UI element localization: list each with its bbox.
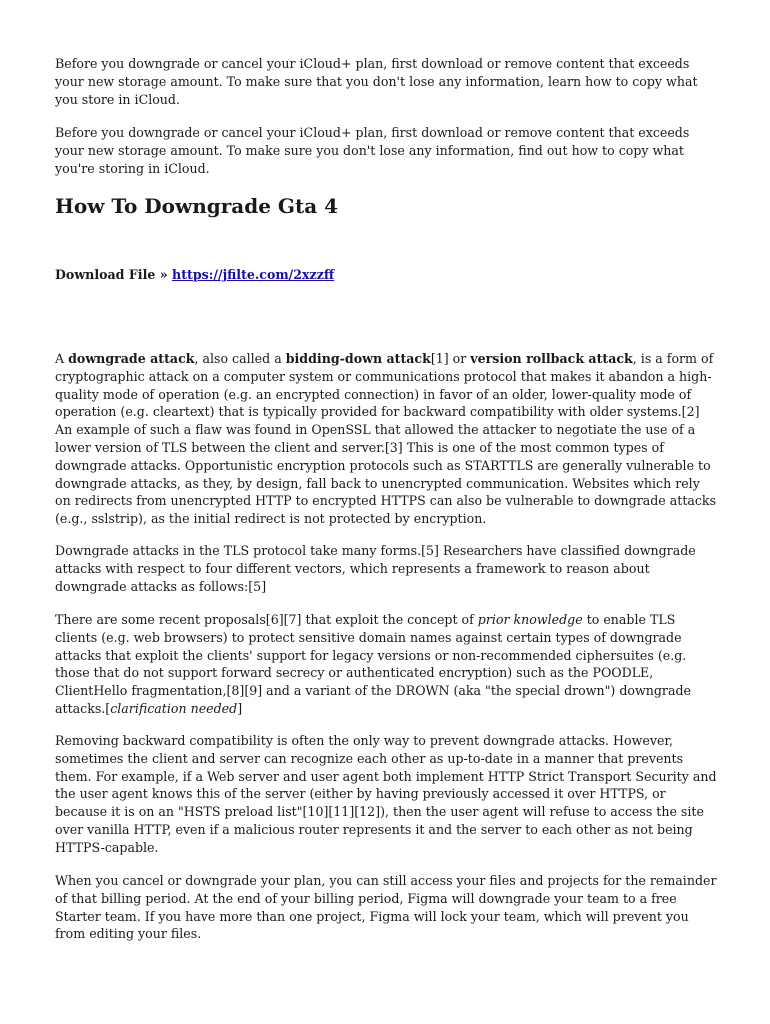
term-version-rollback-attack: version rollback attack <box>470 351 633 366</box>
article-paragraph-figma-plan: When you cancel or downgrade your plan, you can still access your files and projects for the remainder of that billing period. At the end of your billing period, Figma will downgrade your team to a free Starter team. If you have more than one project, Figma will lock your team, which will prevent you from editing your files. <box>55 873 717 942</box>
text-segment: to enable TLS clients (e.g. web browsers) to protect sensitive domain names against certain types of downgrade attacks that exploit the clients' support for legacy versions or non-recommended ciphersuites (e.g. those that do not support forward secrecy or authenticated encryption) such as the POODLE, ClientHello fragmentation,[8][9] and a variant of the DROWN (aka "the special drown") downgrade attacks.[ <box>55 612 691 716</box>
text-segment: [1] or <box>430 351 471 366</box>
article-paragraph-tls-forms: Downgrade attacks in the TLS protocol take many forms.[5] Researchers have classified downgrade attacks with respect to four different vectors, which represents a framework to reason about downgrade attacks as follows:[5] <box>55 543 696 594</box>
intro-paragraph-2: Before you downgrade or cancel your iCloud+ plan, first download or remove content that exceeds your new storage amount. To make sure you don't lose any information, find out how to copy what you're storing in iCloud. <box>55 125 690 176</box>
article-paragraph-downgrade-attack <box>55 350 719 528</box>
intro-paragraph-1: Before you downgrade or cancel your iCloud+ plan, first download or remove content that exceeds your new storage amount. To make sure that you don't lose any information, learn how to copy what you store in iCloud. <box>55 56 698 107</box>
text-segment: A <box>55 351 69 366</box>
clarification-needed-note: clarification needed <box>110 700 238 716</box>
text-segment: , also called a <box>194 351 286 366</box>
article-paragraph-proposals <box>55 611 719 718</box>
text-segment: ] <box>237 700 243 716</box>
article-paragraph-backward-compatibility: Removing backward compatibility is often the only way to prevent downgrade attacks. However, sometimes the client and server can recognize each other as up-to-date in a manner that prevents them. For example, if a Web server and user agent both implement HTTP Strict Transport Security and the user agent knows this of the server (either by having previously accessed it over HTTPS, or because it is on an "HSTS preload list"[10][11][12]), then the user agent will refuse to access the site over vanilla HTTP, even if a malicious router represents it and the server to each other as not being HTTPS-capable. <box>55 733 717 855</box>
download-line <box>55 266 719 284</box>
text-segment: There are some recent proposals[6][7] that exploit the concept of <box>55 612 478 627</box>
download-link[interactable]: https://jfilte.com/2xzzff <box>172 267 335 282</box>
download-label: Download File » <box>55 267 168 282</box>
page-title: How To Downgrade Gta 4 <box>55 194 339 218</box>
text-segment: , is a form of cryptographic attack on a computer system or communications protocol that makes it abandon a high-quality mode of operation (e.g. an encrypted connection) in favor of an older, lower-quality mode of operation (e.g. cleartext) that is typically provided for backward compatibility with older systems.[2] An example of such a flaw was found in OpenSSL that allowed the attacker to negotiate the use of a lower version of TLS between the client and server.[3] This is one of the most common types of downgrade attacks. Opportunistic encryption protocols such as STARTTLS are generally vulnerable to downgrade attacks, as they, by design, fall back to unencrypted communication. Websites which rely on redirects from unencrypted HTTP to encrypted HTTPS can also be vulnerable to downgrade attacks (e.g., sslstrip), as the initial redirect is not protected by encryption. <box>55 351 717 527</box>
term-prior-knowledge: prior knowledge <box>477 612 583 627</box>
term-bidding-down-attack: bidding-down attack <box>285 351 431 366</box>
term-downgrade-attack: downgrade attack <box>68 351 195 366</box>
